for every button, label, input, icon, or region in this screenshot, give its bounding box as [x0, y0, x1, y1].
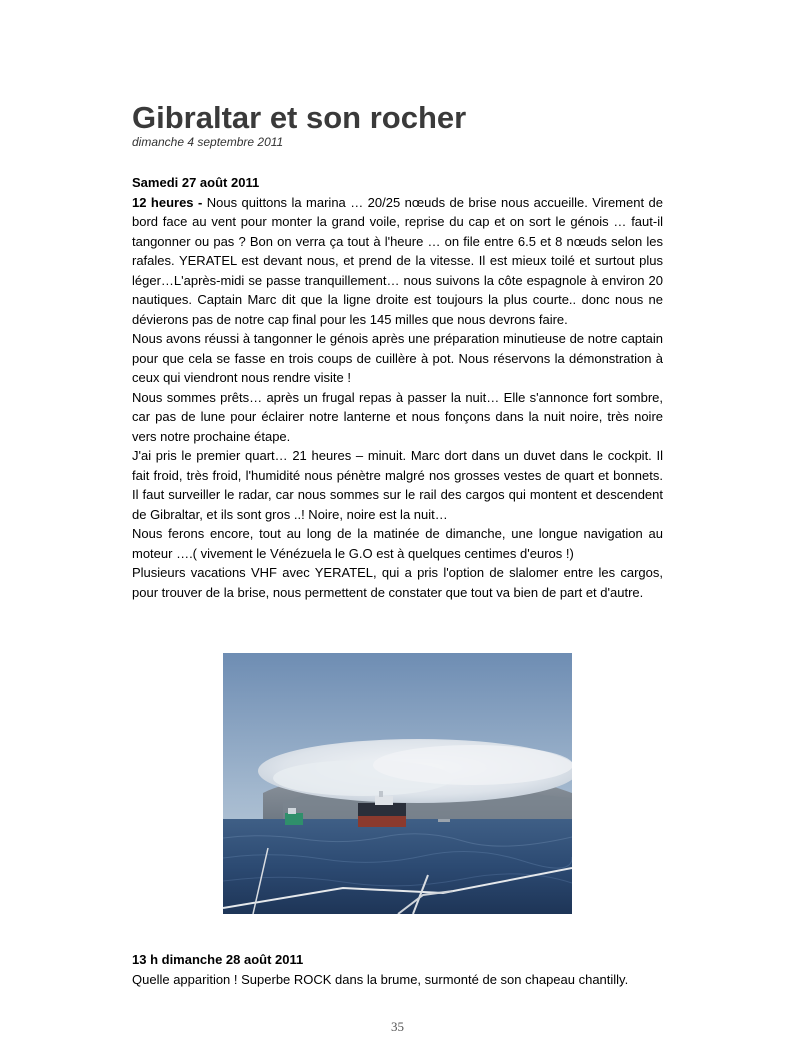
paragraph — [132, 193, 663, 330]
section-1 — [132, 173, 663, 602]
section-2 — [132, 950, 672, 989]
paragraph: Nous avons réussi à tangonner le génois après une préparation minutieuse de notre captain pour que cela se fasse en trois coups de cuillère à pot. Nous réservons la démonstration à ceux qui viendront nous rendre visite ! — [132, 331, 663, 385]
article-date: dimanche 4 septembre 2011 — [132, 135, 284, 149]
paragraph: J'ai pris le premier quart… 21 heures – minuit. Marc dort dans un duvet dans le cockpit. Il fait froid, très froid, l'humidité nous pénètre malgré nos grosses vestes de quart et bonnets. Il faut surveiller le radar, car nous sommes sur le rail des cargos qui montent et descendent de Gibraltar, et ils sont gros ..! Noire, noire est la nuit… — [132, 448, 663, 522]
paragraph: Quelle apparition ! Superbe ROCK dans la brume, surmonté de son chapeau chantilly. — [132, 971, 629, 987]
time-label: 12 heures - — [132, 194, 203, 210]
paragraph-text: Nous quittons la marina … 20/25 nœuds de brise nous accueille. Virement de bord face au vent pour monter la grand voile, reprise du cap et on sort le génois … faut-il tangonner ou pas ? Bon on verra ça tout à l'heure … on file entre 6.5 et 8 nœuds selon les rafales. YERATEL est devant nous, et prend de la vitesse. Il est mieux toilé et surtout plus léger…L'après-midi se passe tranquillement… nous suivons la côte espagnole à environ 20 nautiques. Captain Marc dit que la ligne droite est toujours la plus courte.. donc nous ne dévierons pas de notre cap final pour les 145 milles que nous devrons faire. — [132, 194, 663, 327]
paragraph: Plusieurs vacations VHF avec YERATEL, qui a pris l'option de slalomer entre les cargos, pour trouver de la brise, nous permettent de constater que tout va bien de part et d'autre. — [132, 565, 663, 600]
gibraltar-rock-photo — [223, 653, 572, 914]
section-heading: 13 h dimanche 28 août 2011 — [132, 952, 304, 967]
article-title: Gibraltar et son rocher — [132, 100, 467, 135]
paragraph: Nous ferons encore, tout au long de la matinée de dimanche, une longue navigation au moteur ….( vivement le Vénézuela le G.O est à quelques centimes d'euros !) — [132, 526, 663, 561]
section-heading: Samedi 27 août 2011 — [132, 175, 260, 190]
page-number: 35 — [391, 1019, 404, 1034]
paragraph: Nous sommes prêts… après un frugal repas à passer la nuit… Elle s'annonce fort sombre, car pas de lune pour éclairer notre lanterne et nous fonçons dans la nuit noire, très noire vers notre prochaine étape. — [132, 389, 663, 444]
